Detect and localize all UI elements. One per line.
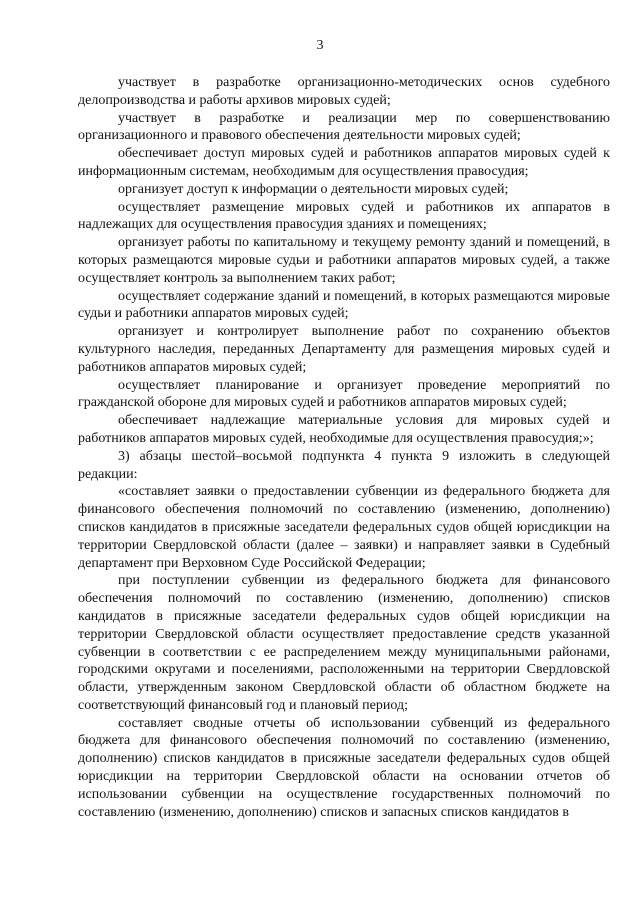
page-number: 3 <box>316 38 324 53</box>
paragraph: обеспечивает надлежащие материальные условия для мировых судей и работников аппаратов мировых судей, необходимые для осуществления правосудия;»; <box>78 413 610 446</box>
document-body <box>78 74 610 821</box>
paragraph: участвует в разработке и реализации мер по совершенствованию организационного и правового обеспечения деятельности мировых судей; <box>78 110 610 144</box>
paragraph: участвует в разработке организационно-методических основ судебного делопроизводства и работы архивов мировых судей; <box>78 75 610 108</box>
paragraph: «составляет заявки о предоставлении субвенции из федерального бюджета для финансового обеспечения полномочий по составлению (изменению, дополнению) списков кандидатов в присяжные заседатели федеральных судов общей юрисдикции на территории Свердловской области (далее – заявки) и направляет заявки в Судебный департамент при Верховном Суде Российской Федерации; <box>78 484 610 571</box>
paragraph: осуществляет размещение мировых судей и работников их аппаратов в надлежащих для осуществления правосудия зданиях и помещениях; <box>78 199 610 233</box>
paragraph: при поступлении субвенции из федерального бюджета для финансового обеспечения полномочий по составлению (изменению, дополнению) списков кандидатов в присяжные заседатели федеральных судов общей юрисдикции на территории Свердловской области осуществляет предоставление средств указанной субвенции в соответствии с ее распределением между муниципальными районами, городскими округами и поселениями, расположенными на территории Свердловской области, утвержденным законом Свердловской области об областном бюджете на соответствующий финансовый год и плановый период; <box>78 573 610 713</box>
paragraph: 3) абзацы шестой–восьмой подпункта 4 пункта 9 изложить в следующей редакции: <box>78 448 610 482</box>
paragraph: осуществляет содержание зданий и помещений, в которых размещаются мировые судьи и работники аппаратов мировых судей; <box>78 288 610 322</box>
paragraph: составляет сводные отчеты об использовании субвенций из федерального бюджета для финансового обеспечения полномочий по составлению (изменению, дополнению) списков кандидатов в присяжные заседатели федеральных судов общей юрисдикции на территории Свердловской области на основании отчетов об использовании субвенции на осуществление государственных полномочий по составлению (изменению, дополнению) списков и запасных списков кандидатов в <box>78 715 610 820</box>
paragraph: организует работы по капитальному и текущему ремонту зданий и помещений, в которых размещаются мировые судьи и работники аппаратов мировых судей, а также осуществляет контроль за выполнением таких работ; <box>78 235 610 286</box>
paragraph: организует доступ к информации о деятельности мировых судей; <box>118 181 509 197</box>
paragraph: осуществляет планирование и организует проведение мероприятий по гражданской обороне для мировых судей и работников аппаратов мировых судей; <box>78 377 610 411</box>
paragraph: обеспечивает доступ мировых судей и работников аппаратов мировых судей к информационным системам, необходимым для осуществления правосудия; <box>78 146 610 179</box>
paragraph: организует и контролирует выполнение работ по сохранению объектов культурного наследия, переданных Департаменту для размещения мировых судей и работников аппаратов мировых судей; <box>78 324 610 375</box>
